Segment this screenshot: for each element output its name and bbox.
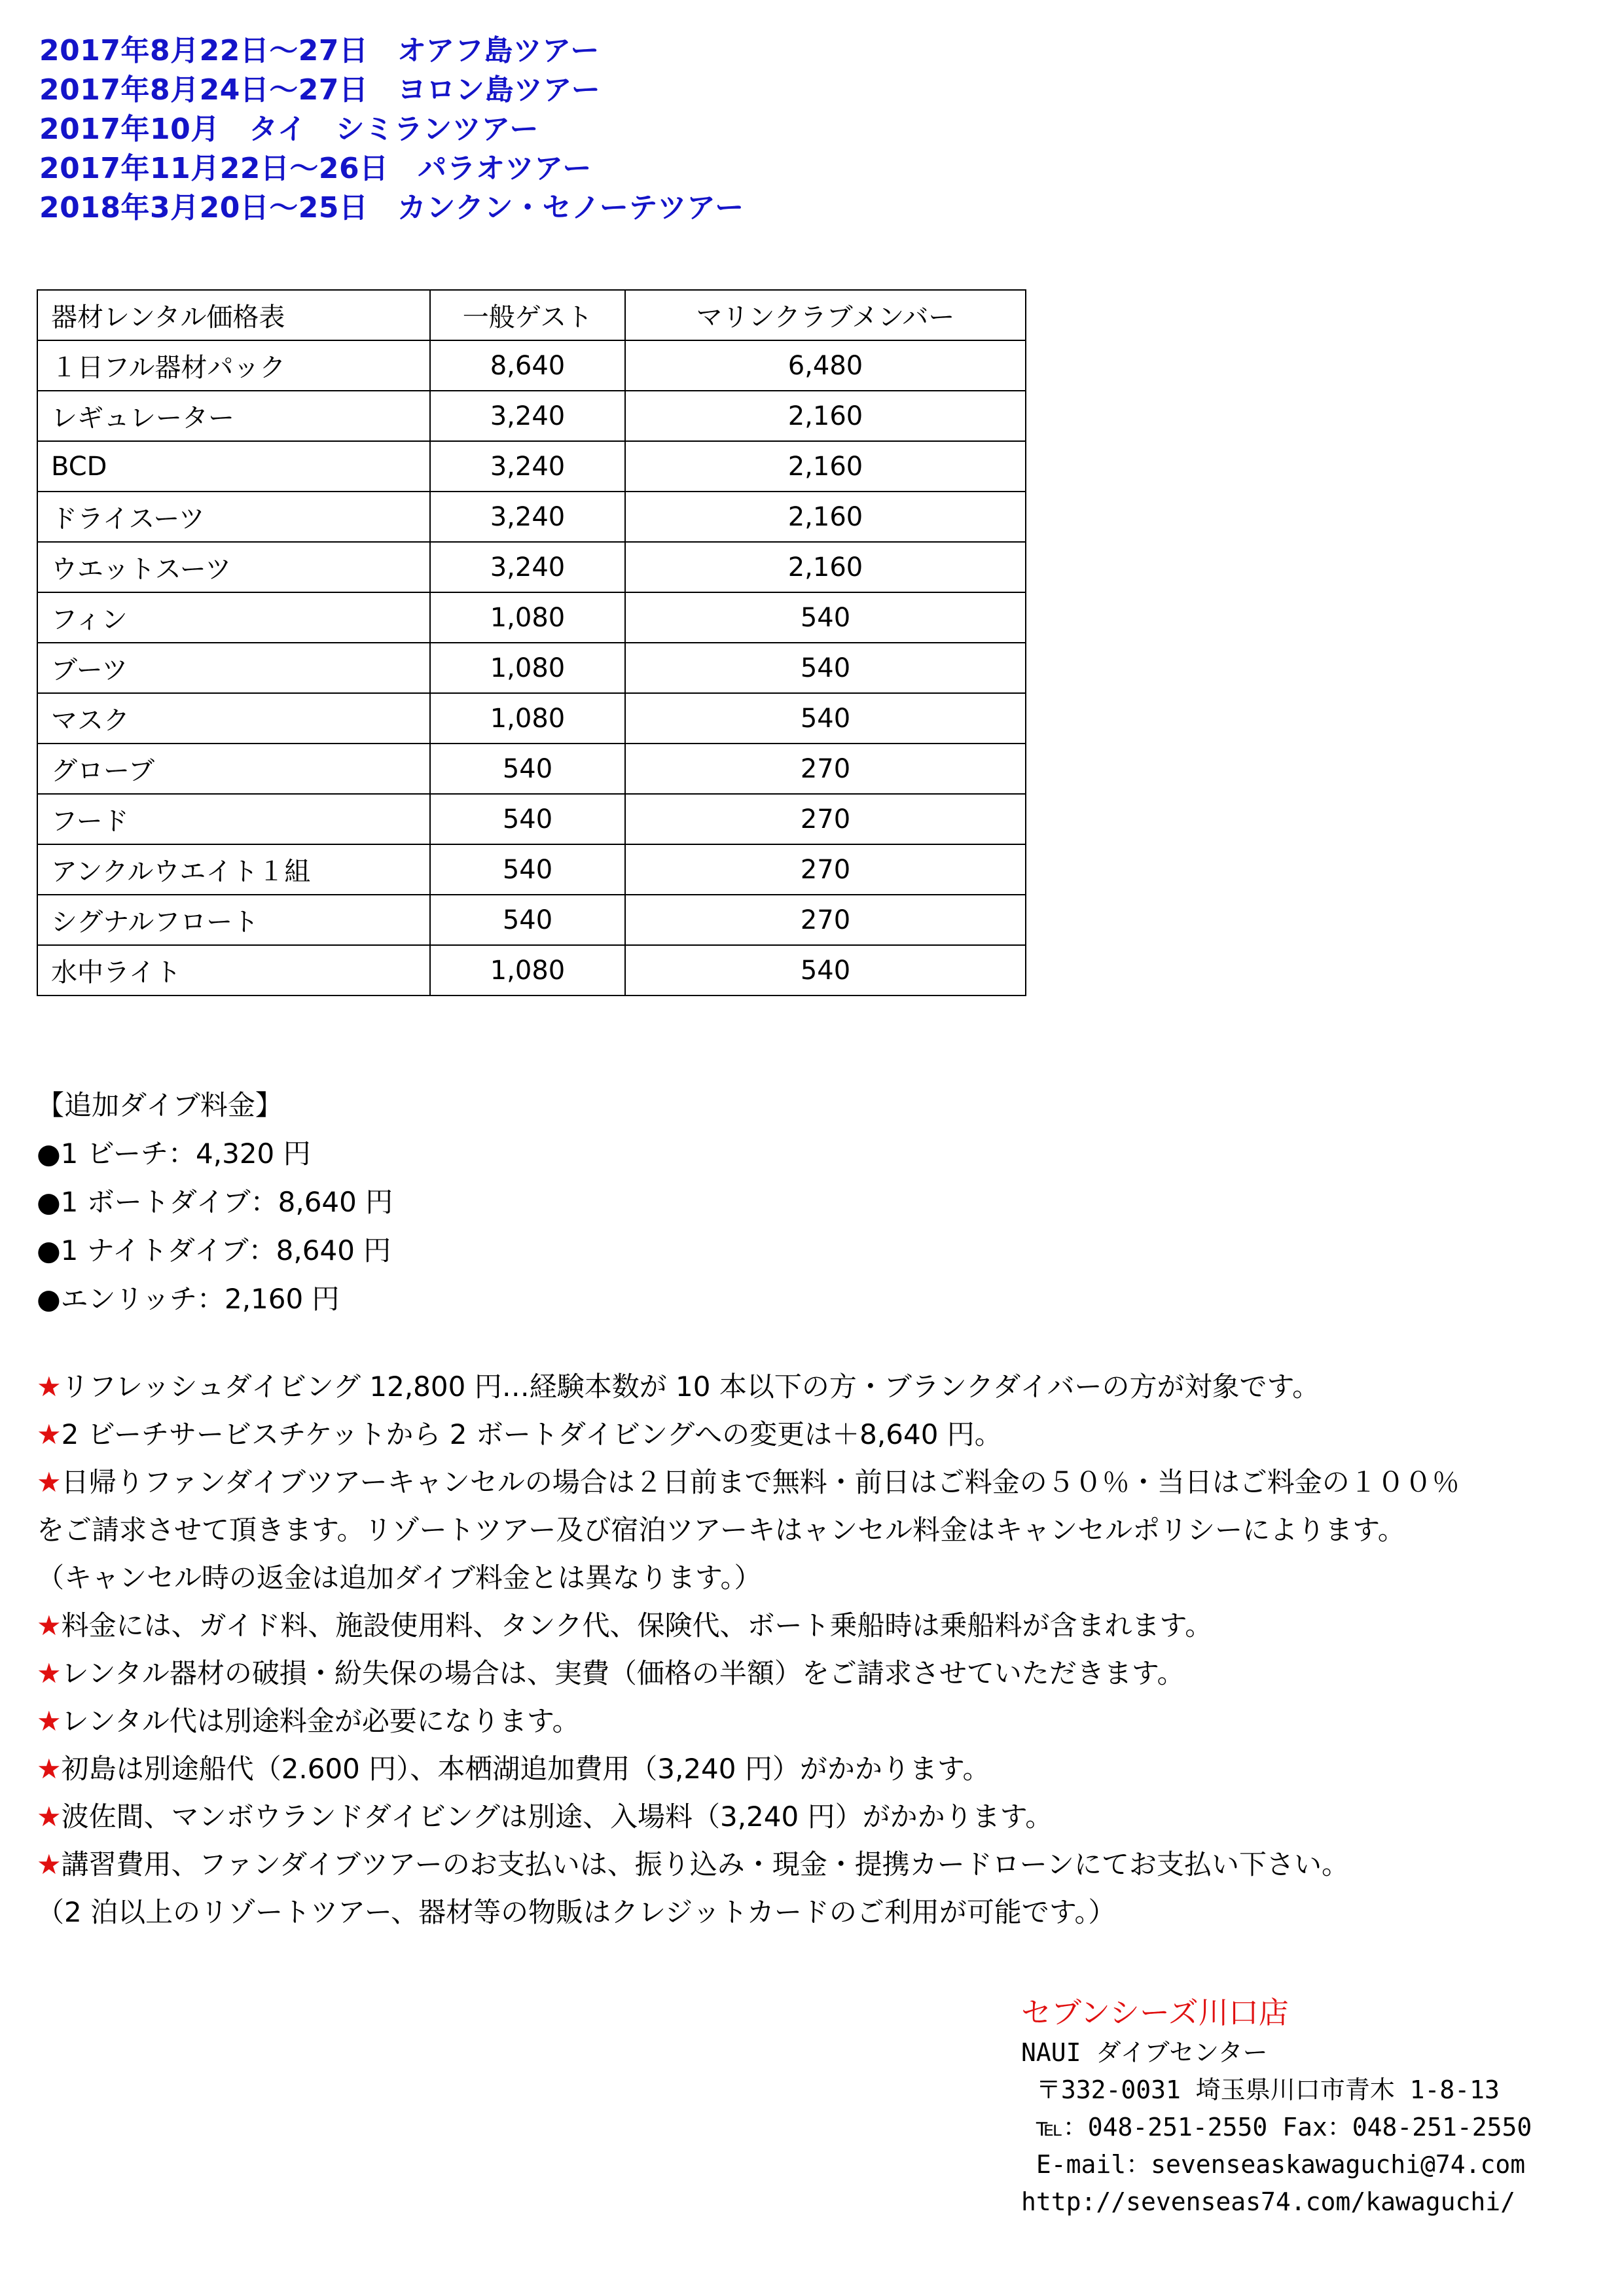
note-text: リフレッシュダイビング 12,800 円…経験本数が 10 本以下の方・ブランクダイバーの方が対象です。 xyxy=(61,1371,1320,1403)
note-line xyxy=(37,1840,1588,1888)
tour-line: 2017年11月22日～26日 パラオツアー xyxy=(39,152,592,185)
general-guest-price: 8,640 xyxy=(430,340,625,391)
general-guest-price: 3,240 xyxy=(430,542,625,592)
note-text: レンタル代は別途料金が必要になります。 xyxy=(61,1705,580,1737)
item-name: フード xyxy=(37,794,430,844)
note-text: 料金には、ガイド料、施設使用料、タンク代、保険代、ボート乗船時は乗船料が含まれます。 xyxy=(61,1609,1213,1641)
item-name: グローブ xyxy=(37,744,430,794)
table-row xyxy=(37,492,1026,542)
table-row xyxy=(37,693,1026,744)
item-name: マスク xyxy=(37,693,430,744)
address: 〒332-0031 埼玉県川口市青木 1-8-13 xyxy=(1021,2075,1500,2104)
additional-dive-item: ●1 ナイトダイブ：8,640 円 xyxy=(37,1234,391,1266)
star-icon: ★ xyxy=(37,1466,62,1498)
note-line xyxy=(37,1458,1588,1506)
header-general-guest: 一般ゲスト xyxy=(430,290,625,340)
star-icon: ★ xyxy=(37,1753,62,1785)
note-text: 日帰りファンダイブツアーキャンセルの場合は２日前まで無料・前日はご料金の５０％・当日はご料金の１００％ xyxy=(61,1466,1460,1498)
general-guest-price: 540 xyxy=(430,844,625,895)
club-member-price: 270 xyxy=(625,844,1026,895)
table-row xyxy=(37,340,1026,391)
general-guest-price: 3,240 xyxy=(430,391,625,441)
star-icon: ★ xyxy=(37,1418,62,1450)
club-member-price: 6,480 xyxy=(625,340,1026,391)
header-club-member: マリンクラブメンバー xyxy=(625,290,1026,340)
note-line xyxy=(37,1506,1588,1554)
note-text: 初島は別途船代（2.600 円）、本栖湖追加費用（3,240 円）がかかります。 xyxy=(61,1753,990,1785)
general-guest-price: 1,080 xyxy=(430,693,625,744)
table-row xyxy=(37,794,1026,844)
star-icon: ★ xyxy=(37,1657,62,1689)
tour-line: 2017年8月24日～27日 ヨロン島ツアー xyxy=(39,73,601,107)
table-row xyxy=(37,391,1026,441)
item-name: ドライスーツ xyxy=(37,492,430,542)
club-member-price: 540 xyxy=(625,643,1026,693)
additional-dive-item: ●エンリッチ：2,160 円 xyxy=(37,1283,340,1315)
item-name: フィン xyxy=(37,592,430,643)
item-name: 水中ライト xyxy=(37,945,430,996)
table-row xyxy=(37,844,1026,895)
item-name: １日フル器材パック xyxy=(37,340,430,391)
item-name: シグナルフロート xyxy=(37,895,430,945)
note-line xyxy=(37,1745,1588,1793)
shop-footer xyxy=(1021,1991,1532,2221)
star-icon: ★ xyxy=(37,1609,62,1641)
table-header-row xyxy=(37,290,1026,340)
star-icon: ★ xyxy=(37,1848,62,1880)
club-member-price: 2,160 xyxy=(625,391,1026,441)
table-row xyxy=(37,945,1026,996)
table-row xyxy=(37,895,1026,945)
additional-dive-fees xyxy=(37,1081,393,1323)
note-line xyxy=(37,1649,1588,1697)
item-name: ウエットスーツ xyxy=(37,542,430,592)
club-member-price: 540 xyxy=(625,945,1026,996)
table-row xyxy=(37,744,1026,794)
shop-name: セブンシーズ川口店 xyxy=(1021,1995,1289,2030)
tour-schedule xyxy=(39,31,744,228)
club-member-price: 2,160 xyxy=(625,441,1026,492)
tour-line: 2017年8月22日～27日 オアフ島ツアー xyxy=(39,34,600,67)
additional-dive-item: ●1 ボートダイブ：8,640 円 xyxy=(37,1186,393,1218)
note-text: 波佐間、マンボウランドダイビングは別途、入場料（3,240 円）がかかります。 xyxy=(61,1801,1053,1833)
table-row xyxy=(37,643,1026,693)
note-text: （2 泊以上のリゾートツアー、器材等の物販はクレジットカードのご利用が可能です。） xyxy=(37,1896,1116,1928)
additional-dive-item: ●1 ビーチ：4,320 円 xyxy=(37,1138,311,1170)
note-text: 講習費用、ファンダイブツアーのお支払いは、振り込み・現金・提携カードローンにてお支払い下さい。 xyxy=(61,1848,1349,1880)
general-guest-price: 540 xyxy=(430,794,625,844)
table-row xyxy=(37,592,1026,643)
note-text: （キャンセル時の返金は追加ダイブ料金とは異なります。） xyxy=(37,1562,762,1594)
item-name: ブーツ xyxy=(37,643,430,693)
club-member-price: 2,160 xyxy=(625,492,1026,542)
note-line xyxy=(37,1888,1588,1936)
table-row xyxy=(37,441,1026,492)
general-guest-price: 540 xyxy=(430,744,625,794)
phone-fax: ℡：048-251-2550 Fax：048-251-2550 xyxy=(1021,2113,1532,2142)
note-text: レンタル器材の破損・紛失保の場合は、実費（価格の半額）をご請求させていただきます。 xyxy=(61,1657,1185,1689)
star-icon: ★ xyxy=(37,1705,62,1737)
email: E-mail：sevenseaskawaguchi@74.com xyxy=(1021,2150,1526,2179)
note-text: をご請求させて頂きます。リゾートツアー及び宿泊ツアーキはャンセル料金はキャンセルポリシーによります。 xyxy=(37,1514,1405,1546)
dive-center: NAUI ダイブセンター xyxy=(1021,2038,1268,2067)
table-row xyxy=(37,542,1026,592)
tour-line: 2017年10月 タイ シミランツアー xyxy=(39,113,539,146)
header-item: 器材レンタル価格表 xyxy=(37,290,430,340)
note-line xyxy=(37,1363,1588,1410)
club-member-price: 2,160 xyxy=(625,542,1026,592)
general-guest-price: 1,080 xyxy=(430,643,625,693)
general-guest-price: 3,240 xyxy=(430,492,625,542)
general-guest-price: 1,080 xyxy=(430,945,625,996)
note-line xyxy=(37,1410,1588,1458)
club-member-price: 540 xyxy=(625,693,1026,744)
item-name: BCD xyxy=(37,441,430,492)
general-guest-price: 540 xyxy=(430,895,625,945)
club-member-price: 270 xyxy=(625,895,1026,945)
general-guest-price: 1,080 xyxy=(430,592,625,643)
notes xyxy=(37,1363,1588,1936)
website-link[interactable]: http://sevenseas74.com/kawaguchi/ xyxy=(1021,2187,1515,2216)
club-member-price: 270 xyxy=(625,744,1026,794)
star-icon: ★ xyxy=(37,1371,62,1403)
note-line xyxy=(37,1554,1588,1602)
note-line xyxy=(37,1697,1588,1745)
club-member-price: 540 xyxy=(625,592,1026,643)
note-text: 2 ビーチサービスチケットから 2 ボートダイビングへの変更は＋8,640 円。 xyxy=(61,1418,1002,1450)
additional-dive-title: 【追加ダイブ料金】 xyxy=(37,1089,283,1121)
general-guest-price: 3,240 xyxy=(430,441,625,492)
club-member-price: 270 xyxy=(625,794,1026,844)
star-icon: ★ xyxy=(37,1801,62,1833)
item-name: レギュレーター xyxy=(37,391,430,441)
rental-price-table xyxy=(37,289,1026,996)
note-line xyxy=(37,1602,1588,1649)
item-name: アンクルウエイト１組 xyxy=(37,844,430,895)
tour-line: 2018年3月20日～25日 カンクン・セノーテツアー xyxy=(39,191,744,224)
note-line xyxy=(37,1793,1588,1840)
